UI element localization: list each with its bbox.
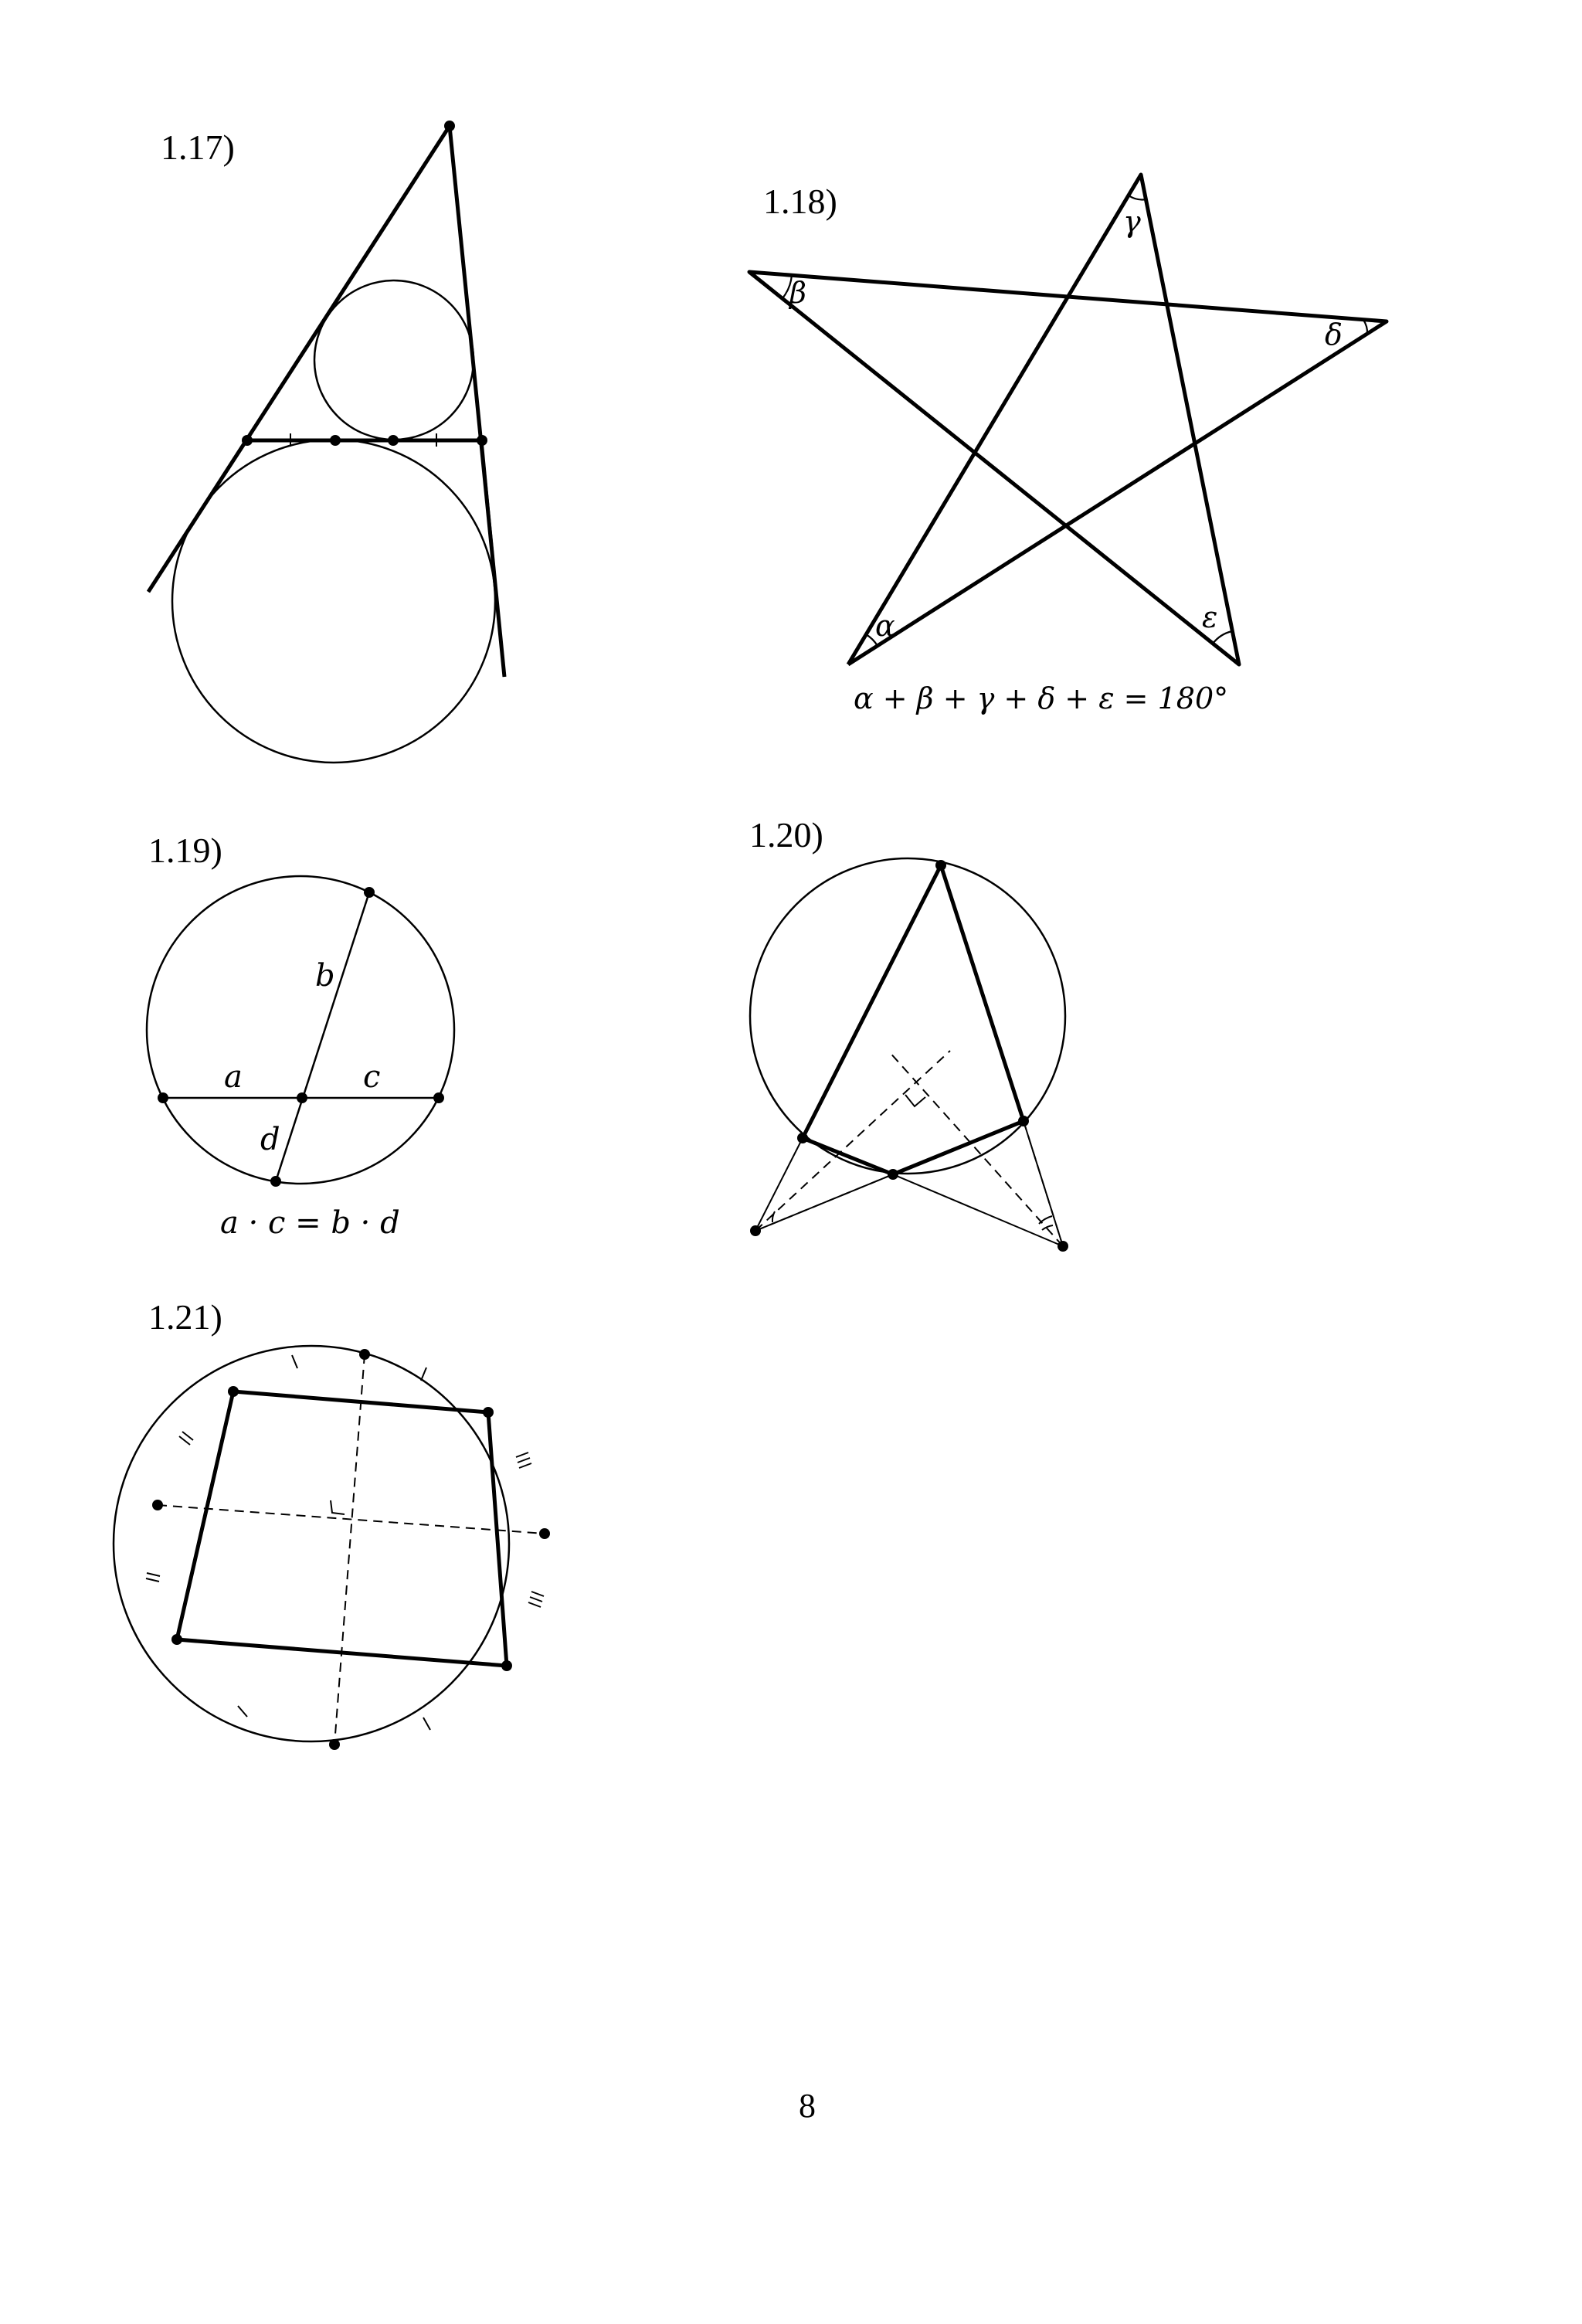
tick-mark [146,1578,159,1582]
fig-1-21-lines [114,1346,545,1745]
tick-mark [531,1592,544,1596]
angle-label-delta: δ [1325,318,1343,352]
fig-1-21-points [152,1349,550,1750]
figure-label-1-19: 1.19) [148,831,222,870]
tick-mark [292,1355,297,1368]
segment-label-a: a [224,1059,243,1095]
point [228,1386,239,1397]
tick-mark [518,1458,530,1463]
point [359,1349,370,1360]
tick-mark [519,1463,531,1468]
tick-mark [530,1597,542,1602]
tick-mark [182,1432,193,1440]
figure-label-1-17: 1.17) [161,127,235,167]
segment-label-c: c [363,1059,381,1095]
point [483,1407,494,1418]
dashed-line [334,1354,365,1745]
right-angle-mark [331,1500,345,1514]
page-number: 8 [799,2087,816,2125]
angle-label-beta: β [789,276,806,310]
figure-label-1-18: 1.18) [763,182,837,221]
chord-product-formula: a · c = b · d [220,1205,400,1241]
point [501,1660,512,1671]
angle-label-alpha: α [875,609,895,643]
point [539,1528,550,1539]
cyclic-trapezoid [177,1391,507,1666]
tick-mark [516,1452,528,1457]
point [329,1739,340,1750]
circumcircle [114,1346,509,1741]
figure-label-1-20: 1.20) [749,815,823,855]
angle-sum-formula: α + β + γ + δ + ε = 180° [854,681,1229,715]
point [152,1500,163,1510]
tick-mark [421,1368,426,1381]
segment-label-b: b [315,958,335,994]
segment-label-d: d [260,1122,280,1157]
tick-mark [238,1706,247,1717]
point [171,1634,182,1645]
tick-mark [147,1573,160,1576]
angle-label-epsilon: ε [1202,600,1218,634]
tick-mark [179,1436,190,1445]
tick-mark [528,1602,541,1607]
tick-mark [423,1718,430,1730]
figure-label-1-21: 1.21) [148,1297,222,1337]
angle-label-gamma: γ [1123,205,1141,239]
